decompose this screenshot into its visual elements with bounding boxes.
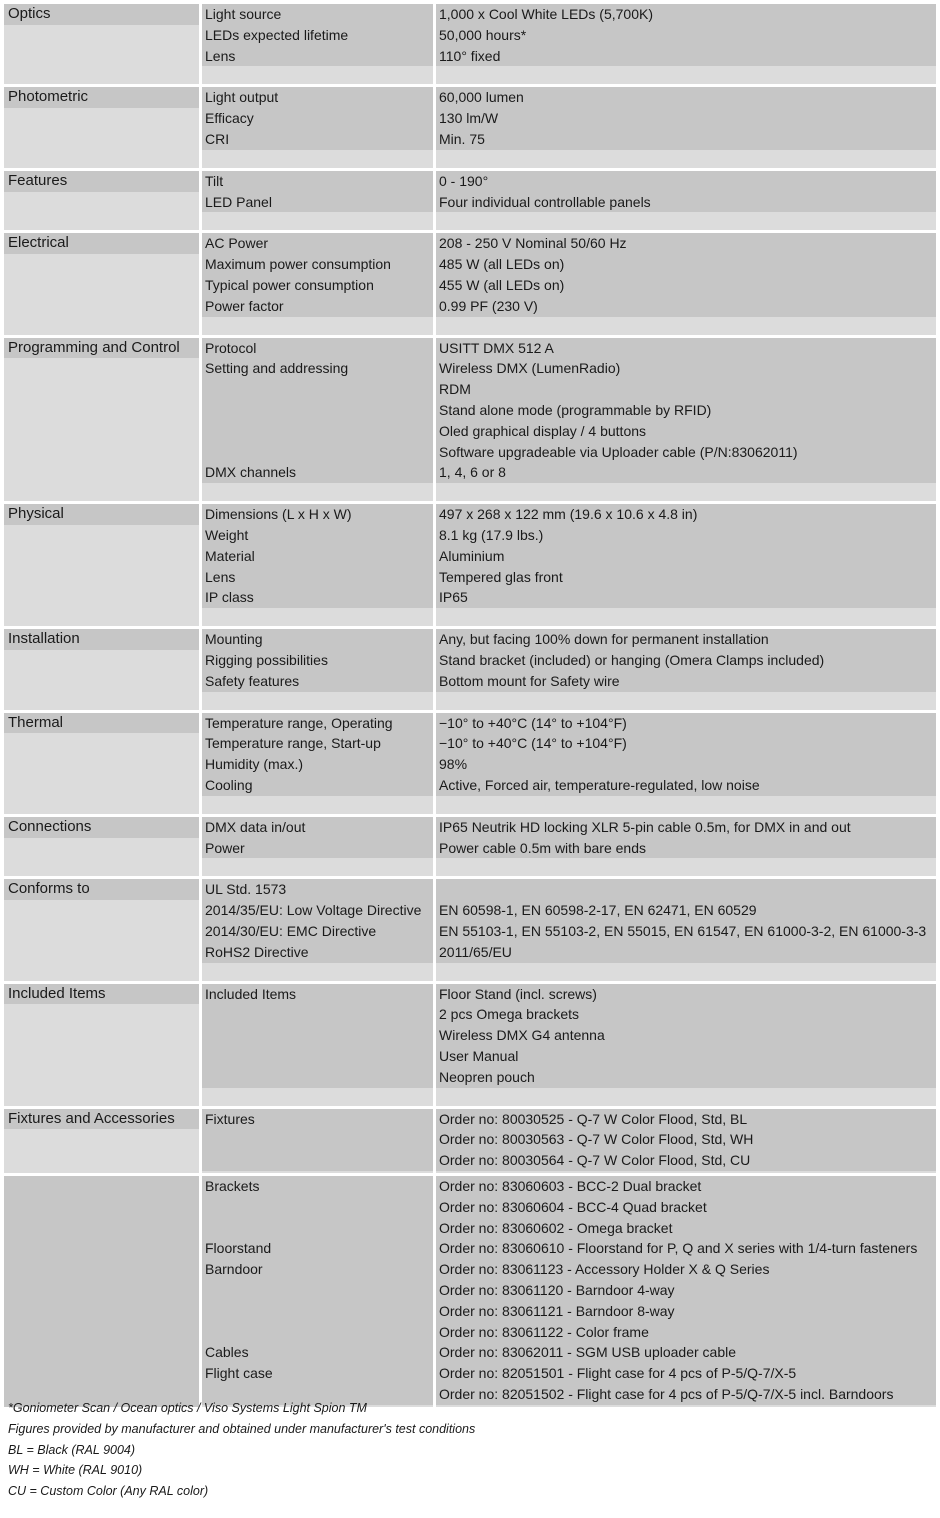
parameter-label: Floorstand bbox=[205, 1240, 272, 1257]
parameter-label: Efficacy bbox=[205, 110, 254, 127]
value-text: Wireless DMX (LumenRadio) bbox=[439, 360, 621, 377]
category-text: Features bbox=[8, 171, 68, 189]
parameter-column bbox=[202, 338, 433, 502]
parameter-label: Cooling bbox=[205, 776, 253, 793]
parameter-cell bbox=[205, 87, 431, 149]
value-cell bbox=[439, 1176, 934, 1405]
category-text: Physical bbox=[8, 505, 64, 523]
parameter-label bbox=[205, 1025, 431, 1046]
spec-section bbox=[0, 171, 940, 231]
parameter-label bbox=[205, 1046, 431, 1067]
value-text: Bottom mount for Safety wire bbox=[439, 672, 620, 689]
category-text: Thermal bbox=[8, 713, 64, 731]
value-column bbox=[436, 171, 936, 231]
value-cell bbox=[439, 504, 934, 608]
value-column bbox=[436, 984, 936, 1106]
value-text: 208 - 250 V Nominal 50/60 Hz bbox=[439, 235, 627, 252]
category-column bbox=[4, 984, 199, 1106]
parameter-label: Power bbox=[205, 839, 245, 856]
parameter-cell bbox=[205, 338, 431, 484]
category-text: Installation bbox=[8, 630, 80, 648]
value-column bbox=[436, 879, 936, 980]
category-column bbox=[4, 338, 199, 502]
parameter-column bbox=[202, 984, 433, 1106]
value-text: 2011/65/EU bbox=[439, 943, 512, 960]
category-label bbox=[8, 1109, 197, 1130]
parameter-label: Flight case bbox=[205, 1365, 273, 1382]
category-label bbox=[8, 171, 197, 192]
value-cell bbox=[439, 629, 934, 691]
value-text bbox=[439, 879, 934, 900]
parameter-label bbox=[205, 1150, 431, 1171]
parameter-label bbox=[205, 379, 431, 400]
category-column bbox=[4, 1109, 199, 1173]
parameter-label: Temperature range, Operating bbox=[205, 714, 393, 731]
parameter-column bbox=[202, 817, 433, 877]
parameter-column bbox=[202, 629, 433, 709]
value-text: Wireless DMX G4 antenna bbox=[439, 1027, 605, 1044]
value-text: Active, Forced air, temperature-regulated, low noise bbox=[439, 776, 760, 793]
category-text: Electrical bbox=[8, 234, 69, 252]
value-text: EN 60598-1, EN 60598-2-17, EN 62471, EN 60529 bbox=[439, 902, 757, 919]
parameter-column bbox=[202, 87, 433, 167]
parameter-column bbox=[202, 1109, 433, 1173]
value-cell bbox=[439, 713, 934, 796]
parameter-label: Typical power consumption bbox=[205, 276, 374, 293]
category-column bbox=[4, 713, 199, 814]
parameter-label bbox=[205, 1301, 431, 1322]
value-text: IP65 Neutrik HD locking XLR 5-pin cable 0.5m, for DMX in and out bbox=[439, 818, 851, 835]
footnote: WH = White (RAL 9010) bbox=[8, 1463, 143, 1478]
parameter-column bbox=[202, 171, 433, 231]
parameter-cell bbox=[205, 817, 431, 859]
value-text: USITT DMX 512 A bbox=[439, 339, 554, 356]
parameter-label: 2014/30/EU: EMC Directive bbox=[205, 922, 377, 939]
value-text: 1, 4, 6 or 8 bbox=[439, 464, 506, 481]
spec-section bbox=[0, 713, 940, 814]
category-label bbox=[8, 1176, 197, 1197]
parameter-cell bbox=[205, 171, 431, 213]
value-text: Order no: 82051501 - Flight case for 4 pcs of P-5/Q-7/X-5 bbox=[439, 1365, 797, 1382]
parameter-label: Material bbox=[205, 547, 255, 564]
value-cell bbox=[439, 233, 934, 316]
footnote: CU = Custom Color (Any RAL color) bbox=[8, 1484, 209, 1499]
parameter-label bbox=[205, 1197, 431, 1218]
parameter-label bbox=[205, 1322, 431, 1343]
value-text: −10° to +40°C (14° to +104°F) bbox=[439, 714, 627, 731]
value-cell bbox=[439, 1109, 934, 1171]
category-column bbox=[4, 233, 199, 334]
value-text: 485 W (all LEDs on) bbox=[439, 256, 565, 273]
value-cell bbox=[439, 171, 934, 213]
section-band bbox=[4, 1176, 199, 1407]
footnote: *Goniometer Scan / Ocean optics / Viso Systems Light Spion TM bbox=[8, 1401, 367, 1415]
value-column bbox=[436, 1176, 936, 1407]
value-column bbox=[436, 338, 936, 502]
value-text: 0.99 PF (230 V) bbox=[439, 297, 538, 314]
category-label bbox=[8, 87, 197, 108]
parameter-label: Maximum power consumption bbox=[205, 256, 391, 273]
category-label bbox=[8, 338, 197, 359]
value-text: Order no: 80030563 - Q-7 W Color Flood, Std, WH bbox=[439, 1131, 754, 1148]
value-text: Order no: 80030525 - Q-7 W Color Flood, Std, BL bbox=[439, 1110, 748, 1127]
category-text: Optics bbox=[8, 5, 51, 22]
parameter-label bbox=[205, 442, 431, 463]
value-text: Order no: 80030564 - Q-7 W Color Flood, Std, CU bbox=[439, 1152, 751, 1169]
category-text: Conforms to bbox=[8, 880, 90, 898]
parameter-label bbox=[205, 1129, 431, 1150]
parameter-label: LED Panel bbox=[205, 193, 272, 210]
parameter-cell bbox=[205, 1176, 431, 1405]
value-text: Power cable 0.5m with bare ends bbox=[439, 839, 646, 856]
parameter-label: Light output bbox=[205, 89, 279, 106]
category-column bbox=[4, 504, 199, 626]
category-column bbox=[4, 629, 199, 709]
category-label bbox=[8, 817, 197, 838]
value-text: Order no: 83060603 - BCC-2 Dual bracket bbox=[439, 1178, 702, 1194]
category-text bbox=[8, 1176, 197, 1197]
category-label bbox=[8, 629, 197, 650]
parameter-column bbox=[202, 504, 433, 626]
category-label bbox=[8, 713, 197, 734]
spec-section bbox=[0, 879, 940, 980]
parameter-label: CRI bbox=[205, 130, 230, 147]
parameter-label: Rigging possibilities bbox=[205, 651, 328, 668]
value-text: Tempered glas front bbox=[439, 568, 563, 585]
value-cell bbox=[439, 879, 934, 962]
parameter-label: Cables bbox=[205, 1344, 249, 1361]
value-cell bbox=[439, 338, 934, 484]
value-column bbox=[436, 713, 936, 814]
value-text: Oled graphical display / 4 buttons bbox=[439, 422, 647, 439]
value-text: 60,000 lumen bbox=[439, 89, 524, 106]
spec-section bbox=[0, 338, 940, 502]
parameter-label: Brackets bbox=[205, 1178, 260, 1194]
spec-section bbox=[0, 1109, 940, 1173]
value-text: Stand alone mode (programmable by RFID) bbox=[439, 401, 712, 418]
parameter-cell bbox=[205, 504, 431, 608]
value-cell bbox=[439, 87, 934, 149]
parameter-label: Weight bbox=[205, 526, 249, 543]
parameter-label: Included Items bbox=[205, 985, 297, 1002]
value-cell bbox=[439, 817, 934, 859]
parameter-column bbox=[202, 713, 433, 814]
value-text: User Manual bbox=[439, 1047, 519, 1064]
parameter-label: Protocol bbox=[205, 339, 257, 356]
spec-section bbox=[0, 4, 940, 84]
parameter-label: Power factor bbox=[205, 297, 284, 314]
parameter-cell bbox=[205, 629, 431, 691]
category-text: Connections bbox=[8, 817, 92, 835]
parameter-label: LEDs expected lifetime bbox=[205, 26, 349, 43]
parameter-label: Lens bbox=[205, 568, 236, 585]
parameter-label bbox=[205, 1280, 431, 1301]
parameter-label: RoHS2 Directive bbox=[205, 943, 309, 960]
value-text: 497 x 268 x 122 mm (19.6 x 10.6 x 4.8 in) bbox=[439, 506, 698, 523]
spec-section bbox=[0, 87, 940, 167]
value-text: 0 - 190° bbox=[439, 172, 489, 189]
parameter-cell bbox=[205, 984, 431, 1088]
value-text: 98% bbox=[439, 756, 468, 773]
parameter-label: Light source bbox=[205, 6, 282, 22]
parameter-cell bbox=[205, 879, 431, 962]
parameter-label: UL Std. 1573 bbox=[205, 881, 287, 898]
parameter-label: Mounting bbox=[205, 631, 263, 648]
value-column bbox=[436, 629, 936, 709]
category-column bbox=[4, 817, 199, 877]
footnote: Figures provided by manufacturer and obtained under manufacturer's test conditions bbox=[8, 1421, 476, 1436]
value-text: 8.1 kg (17.9 lbs.) bbox=[439, 526, 544, 543]
value-text: Any, but facing 100% down for permanent installation bbox=[439, 631, 769, 648]
parameter-label: DMX channels bbox=[205, 464, 297, 481]
category-column bbox=[4, 4, 199, 84]
value-text: Software upgradeable via Uploader cable (P/N:83062011) bbox=[439, 443, 798, 460]
parameter-label: Dimensions (L x H x W) bbox=[205, 506, 352, 523]
category-column bbox=[4, 879, 199, 980]
value-text: Stand bracket (included) or hanging (Omera Clamps included) bbox=[439, 651, 825, 668]
value-text: 110° fixed bbox=[439, 47, 501, 64]
parameter-label: Humidity (max.) bbox=[205, 756, 304, 773]
value-text: Aluminium bbox=[439, 547, 505, 564]
value-text: Order no: 83062011 - SGM USB uploader cable bbox=[439, 1344, 737, 1361]
parameter-cell bbox=[205, 713, 431, 796]
value-column bbox=[436, 817, 936, 877]
value-text: EN 55103-1, EN 55103-2, EN 55015, EN 61547, EN 61000-3-2, EN 61000-3-3 bbox=[439, 922, 927, 939]
value-text: Order no: 83061122 - Color frame bbox=[439, 1323, 649, 1340]
category-label bbox=[8, 504, 197, 525]
category-text: Programming and Control bbox=[8, 338, 180, 356]
value-column bbox=[436, 233, 936, 334]
category-column bbox=[4, 1176, 199, 1407]
value-cell bbox=[439, 984, 934, 1088]
parameter-label bbox=[205, 421, 431, 442]
value-text: Order no: 83060610 - Floorstand for P, Q and X series with 1/4-turn fasteners bbox=[439, 1240, 918, 1257]
value-text: −10° to +40°C (14° to +104°F) bbox=[439, 735, 627, 752]
value-column bbox=[436, 4, 936, 84]
parameter-label: IP class bbox=[205, 589, 254, 606]
parameter-label bbox=[205, 1067, 431, 1088]
parameter-label bbox=[205, 1218, 431, 1239]
parameter-column bbox=[202, 233, 433, 334]
value-column bbox=[436, 504, 936, 626]
spec-section bbox=[0, 233, 940, 334]
value-text: 2 pcs Omega brackets bbox=[439, 1006, 580, 1023]
spec-section bbox=[0, 504, 940, 626]
footnote: BL = Black (RAL 9004) bbox=[8, 1442, 136, 1457]
category-label bbox=[8, 233, 197, 254]
value-text: RDM bbox=[439, 381, 471, 398]
value-text: 130 lm/W bbox=[439, 110, 499, 127]
parameter-column bbox=[202, 4, 433, 84]
parameter-label: Setting and addressing bbox=[205, 360, 349, 377]
spec-section bbox=[0, 1176, 940, 1407]
footnotes bbox=[8, 1398, 928, 1502]
value-text: 50,000 hours* bbox=[439, 26, 527, 43]
parameter-label: DMX data in/out bbox=[205, 818, 306, 835]
parameter-label: Safety features bbox=[205, 672, 300, 689]
parameter-label: Lens bbox=[205, 47, 236, 64]
category-text: Fixtures and Accessories bbox=[8, 1109, 175, 1127]
spec-section bbox=[0, 629, 940, 709]
category-text: Included Items bbox=[8, 984, 106, 1002]
value-text: Neopren pouch bbox=[439, 1068, 535, 1085]
value-text: Four individual controllable panels bbox=[439, 193, 651, 210]
category-label bbox=[8, 4, 197, 25]
parameter-label: 2014/35/EU: Low Voltage Directive bbox=[205, 902, 422, 919]
parameter-label bbox=[205, 400, 431, 421]
value-column bbox=[436, 1109, 936, 1173]
spec-section bbox=[0, 817, 940, 877]
value-text: Min. 75 bbox=[439, 130, 485, 147]
value-text: Order no: 83061123 - Accessory Holder X & Q Series bbox=[439, 1261, 770, 1278]
parameter-column bbox=[202, 1176, 433, 1407]
parameter-label: Barndoor bbox=[205, 1261, 263, 1278]
value-text: IP65 bbox=[439, 589, 468, 606]
category-label bbox=[8, 984, 197, 1005]
parameter-cell bbox=[205, 4, 431, 66]
parameter-label bbox=[205, 1004, 431, 1025]
parameter-label: Temperature range, Start-up bbox=[205, 735, 381, 752]
category-text: Photometric bbox=[8, 88, 89, 106]
spec-section bbox=[0, 984, 940, 1106]
value-text: 1,000 x Cool White LEDs (5,700K) bbox=[439, 6, 653, 22]
parameter-label: Tilt bbox=[205, 172, 224, 189]
parameter-column bbox=[202, 879, 433, 980]
value-text: Order no: 83061121 - Barndoor 8-way bbox=[439, 1302, 675, 1319]
category-column bbox=[4, 87, 199, 167]
category-column bbox=[4, 171, 199, 231]
value-text: Order no: 83060602 - Omega bracket bbox=[439, 1219, 673, 1236]
value-text: Order no: 83060604 - BCC-4 Quad bracket bbox=[439, 1198, 707, 1215]
value-column bbox=[436, 87, 936, 167]
value-cell bbox=[439, 4, 934, 66]
parameter-label: AC Power bbox=[205, 235, 269, 252]
value-text: Order no: 82051502 - Flight case for 4 pcs of P-5/Q-7/X-5 incl. Barndoors bbox=[439, 1385, 894, 1402]
value-text: Order no: 83061120 - Barndoor 4-way bbox=[439, 1281, 675, 1298]
parameter-cell bbox=[205, 233, 431, 316]
parameter-cell bbox=[205, 1109, 431, 1171]
value-text: 455 W (all LEDs on) bbox=[439, 276, 565, 293]
category-label bbox=[8, 879, 197, 900]
value-text: Floor Stand (incl. screws) bbox=[439, 985, 597, 1002]
parameter-label: Fixtures bbox=[205, 1110, 255, 1127]
